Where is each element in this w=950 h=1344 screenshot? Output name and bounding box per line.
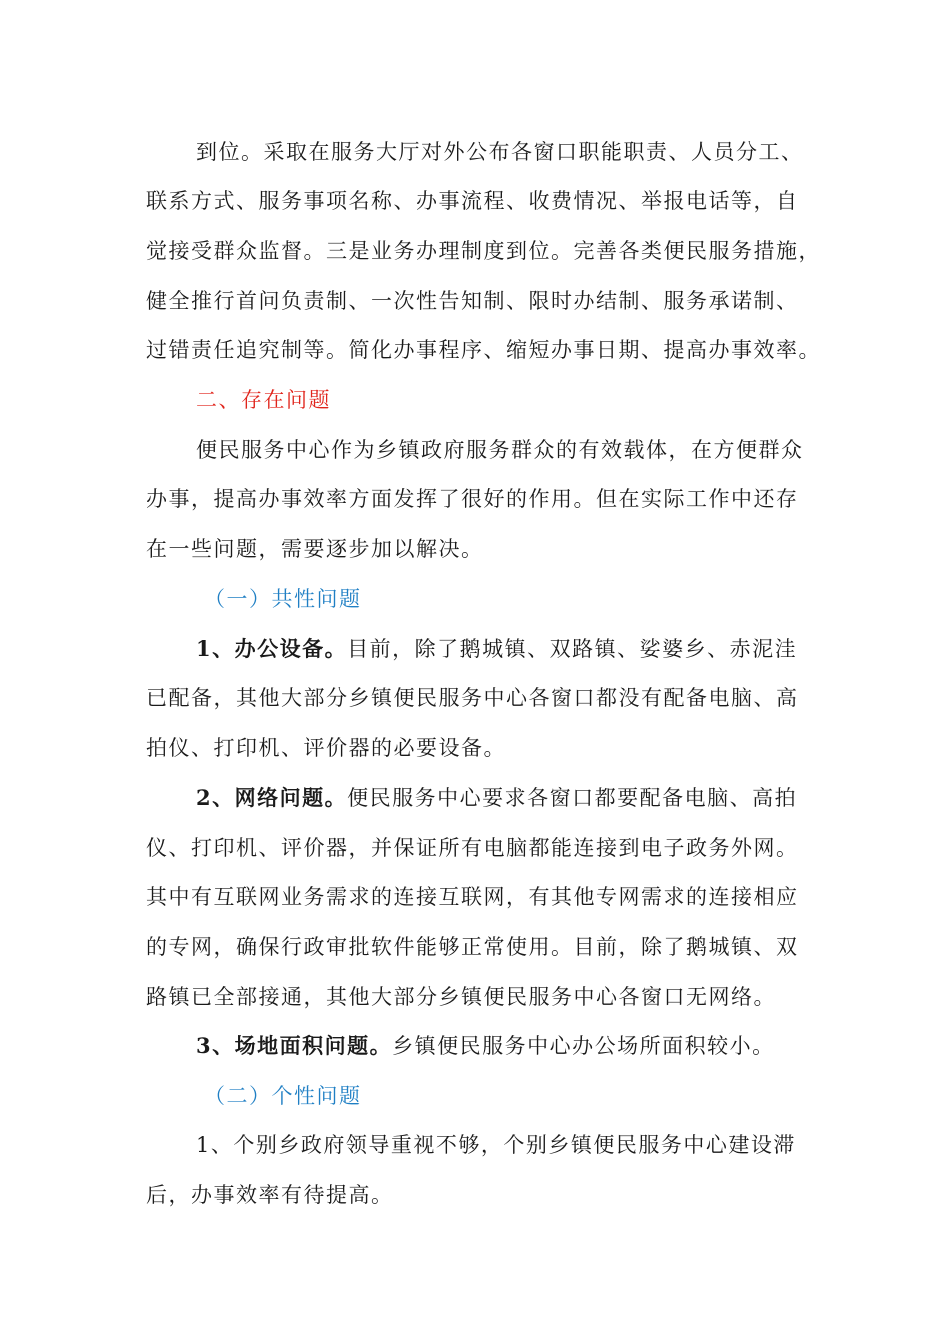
paragraph-line: 路镇已全部接通，其他大部分乡镇便民服务中心各窗口无网络。 — [146, 985, 776, 1009]
paragraph-line: 的专网，确保行政审批软件能够正常使用。目前，除了鹅城镇、双 — [146, 935, 799, 959]
paragraph-line: 后，办事效率有待提高。 — [146, 1183, 394, 1207]
item-title: 3、场地面积问题。 — [196, 1033, 393, 1058]
paragraph-line: 便民服务中心作为乡镇政府服务群众的有效载体，在方便群众 — [196, 438, 804, 462]
paragraph-line: 健全推行首问负责制、一次性告知制、限时办结制、服务承诺制、 — [146, 289, 799, 313]
paragraph-line: 已配备，其他大部分乡镇便民服务中心各窗口都没有配备电脑、高 — [146, 686, 799, 710]
item-first-line — [196, 1031, 806, 1061]
subsection-heading: （一）共性问题 — [204, 587, 362, 611]
item-text: 目前，除了鹅城镇、双路镇、娑婆乡、赤泥洼 — [347, 637, 798, 661]
paragraph-line: 到位。采取在服务大厅对外公布各窗口职能职责、人员分工、 — [196, 140, 804, 164]
subsection-heading: （二）个性问题 — [204, 1084, 362, 1108]
item-title: 2、网络问题。 — [196, 785, 348, 810]
paragraph-line: 过错责任追究制等。简化办事程序、缩短办事日期、提高办事效率。 — [146, 338, 821, 362]
paragraph-line: 联系方式、服务事项名称、办事流程、收费情况、举报电话等，自 — [146, 189, 799, 213]
paragraph-line: 在一些问题，需要逐步加以解决。 — [146, 537, 484, 561]
paragraph-line: 觉接受群众监督。三是业务办理制度到位。完善各类便民服务措施， — [146, 239, 821, 263]
section-heading: 二、存在问题 — [196, 388, 331, 412]
item-first-line — [196, 783, 806, 813]
item-text: 便民服务中心要求各窗口都要配备电脑、高拍 — [347, 786, 798, 810]
paragraph-line: 其中有互联网业务需求的连接互联网，有其他专网需求的连接相应 — [146, 885, 799, 909]
item-first-line — [196, 634, 806, 664]
paragraph-line: 办事，提高办事效率方面发挥了很好的作用。但在实际工作中还存 — [146, 487, 799, 511]
paragraph-line: 仪、打印机、评价器，并保证所有电脑都能连接到电子政务外网。 — [146, 836, 799, 860]
item-text: 乡镇便民服务中心办公场所面积较小。 — [392, 1034, 775, 1058]
item-title: 1、办公设备。 — [196, 636, 348, 661]
paragraph-line: 1、个别乡政府领导重视不够，个别乡镇便民服务中心建设滞 — [196, 1133, 796, 1157]
paragraph-line: 拍仪、打印机、评价器的必要设备。 — [146, 736, 506, 760]
